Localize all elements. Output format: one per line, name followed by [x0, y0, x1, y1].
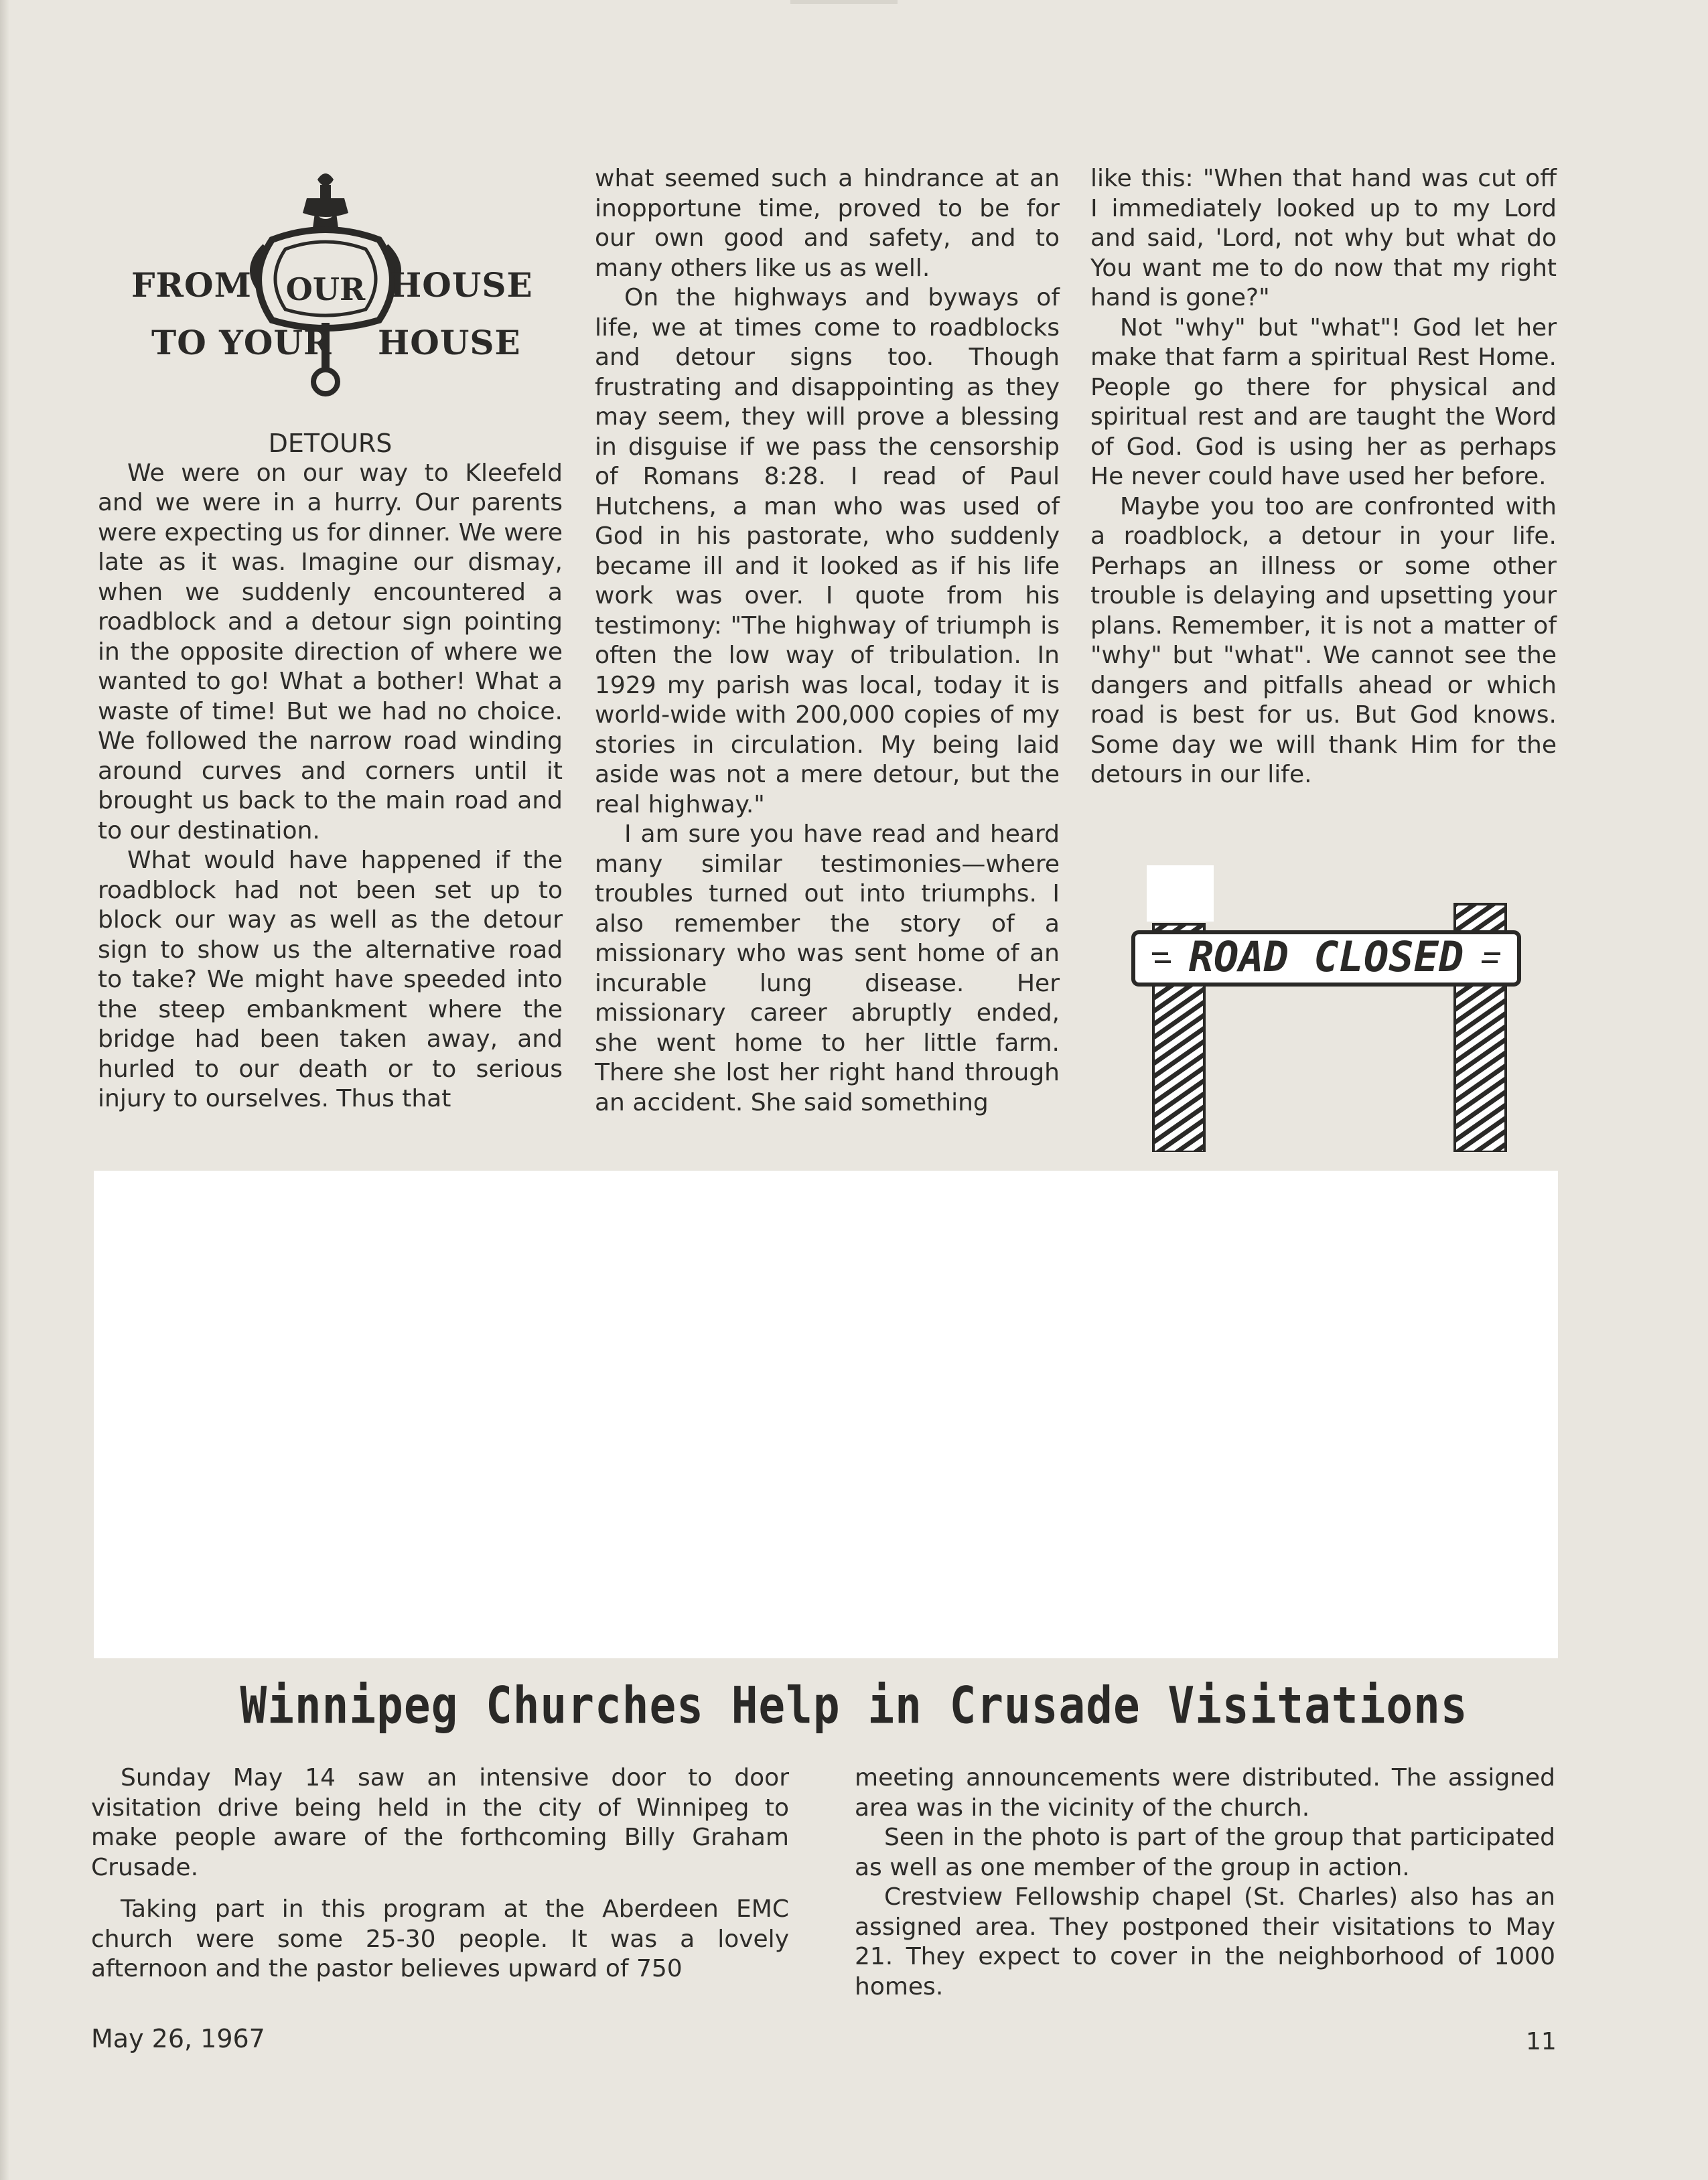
sign-text: ROAD CLOSED: [1188, 932, 1464, 981]
article2-headline: Winnipeg Churches Help in Crusade Visitations: [240, 1676, 1468, 1735]
article2-paragraph: Sunday May 14 saw an intensive door to door visitation drive being held in the city of Winnipeg to make people aware of the forthcoming Billy Graham Crusade.: [91, 1764, 789, 1881]
article1-paragraph: We were on our way to Kleefeld and we were in a hurry. Our parents were expecting us for dinner. We were late as it was. Imagine our dismay, when we suddenly encountered a roadblock and a detour sign pointing in the opposite direction of where we wanted to go! What a bother! What a waste of time! But we had no choice. We followed the narrow road winding around curves and corners until it brought us back to the main road and to our destination.: [98, 459, 563, 845]
article2-column1: [91, 1763, 789, 1996]
article1-paragraph: Maybe you too are confronted with a roadblock, a detour in your life. Perhaps an illness or some other trouble is delaying and upsetting your plans. Remember, it is not a matter of "why" but "what". We cannot see the dangers and pitfalls ahead or which road is best for us. But God knows. Some day we will thank Him for the detours in our life.: [1090, 492, 1557, 788]
top-scan-mark: [790, 0, 898, 4]
redacted-photo-area: [94, 1171, 1558, 1658]
article1-paragraph: like this: "When that hand was cut off I immediately looked up to my Lord and said, 'Lord, not why but what do You want me to do now that my right hand is gone?": [1090, 165, 1557, 311]
article2-paragraph: Crestview Fellowship chapel (St. Charles) also has an assigned area. They postponed their visitations to May 21. They expect to cover in the neighborhood of 1000 homes.: [855, 1883, 1555, 2001]
article2-paragraph: Taking part in this program at the Aberdeen EMC church were some 25-30 people. It was a lovely afternoon and the pastor believes upward of 750: [91, 1895, 789, 1982]
article1-paragraph: Not "why" but "what"! God let her make that farm a spiritual Rest Home. People go there for physical and spiritual rest and are taught the Word of God. God is using her as perhaps He never could have used her before.: [1090, 313, 1557, 490]
article1-column1: [98, 429, 563, 1114]
page-edge-shadow: [0, 0, 9, 2180]
road-closed-sign-illustration: [1125, 897, 1527, 1152]
logo-line1-right: HOUSE: [390, 265, 533, 305]
article1-paragraph: On the highways and byways of life, we at times come to roadblocks and detour signs too. Though frustrating and disappointing as they may seem, they will prove a blessing in disguise if we pass the censorship of Romans 8:28. I read of Paul Hutchens, a man who was used of God in his pastorate, who suddenly became ill and it looked as if his life work was over. I quote from his testimony: "The highway of triumph is often the low way of tribulation. In 1929 my parish was local, today it is world-wide with 200,000 copies of my stories in circulation. My being laid aside was not a mere detour, but the real highway.": [595, 284, 1060, 818]
logo-line2-left: TO YOUR: [151, 323, 332, 362]
logo-line2-right: HOUSE: [378, 323, 521, 362]
article2-column2: [855, 1763, 1555, 2002]
page-number: 11: [1526, 2028, 1557, 2055]
article1-paragraph: I am sure you have read and heard many similar testimonies—where troubles turned out into triumphs. I also remember the story of a missionary who was sent home of an incurable lung disease. Her missionary career abruptly ended, she went home to her little farm. There she lost her right hand through an accident. She said something: [595, 820, 1060, 1116]
article1-paragraph: What would have happened if the roadblock had not been set up to block our way as well as the detour sign to show us the alternative road to take? We might have speeded into the steep embankment where the bridge had been taken away, and hurled to our death or to serious injury to ourselves. Thus that: [98, 847, 563, 1112]
article1-column3: [1090, 164, 1557, 790]
footer-date: May 26, 1967: [91, 2024, 265, 2053]
article1-column2: [595, 164, 1060, 1118]
article1-title: DETOURS: [268, 429, 393, 458]
article1-paragraph: what seemed such a hindrance at an inopportune time, proved to be for our own good and safety, and to many others like us as well.: [595, 165, 1060, 282]
article2-paragraph: Seen in the photo is part of the group that participated as well as one member of the group in action.: [855, 1824, 1555, 1881]
logo-line1-left: FROM: [131, 265, 252, 305]
logo-overlay-word: OUR: [285, 271, 366, 307]
column-logo: [131, 166, 533, 421]
article2-paragraph: meeting announcements were distributed. The assigned area was in the vicinity of the church.: [855, 1764, 1555, 1822]
